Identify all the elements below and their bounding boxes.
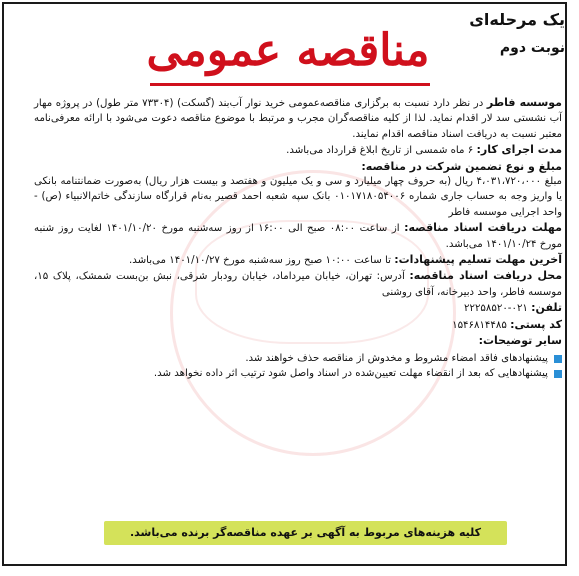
- phone-label: تلفن:: [531, 301, 562, 315]
- title-underline: [150, 83, 430, 86]
- postal-paragraph: [34, 317, 562, 333]
- address-paragraph: [34, 268, 562, 300]
- docs-text: از ساعت ۰۸:۰۰ صبح الی ۱۶:۰۰ از روز سه‌شنبه مورخ ۱۴۰۱/۱۰/۲۰ لغایت روز شنبه مورخ ۱۴۰۱/۱۰/۲۴ می‌باشد.: [34, 223, 562, 250]
- list-item: [34, 351, 562, 366]
- guarantee-text: مبلغ ۴،۰۳۱،۷۲۰،۰۰۰ ریال (به حروف چهار میلیارد و سی و یک میلیون و هفتصد و بیست هزار ریال) به‌صورت ضمانتنامه بانکی یا واریز وجه به حساب جاری شماره ۰۱۰۱۷۱۸۰۵۴۰۰۶ بانک سپه شعبه احمد قصیر به‌نام قرارگاه سازندگی خاتم‌الانبیاء (ص) - واحد اجرایی موسسه فاطر: [34, 176, 562, 218]
- postal-text: ۱۵۴۶۸۱۴۴۸۵: [452, 319, 511, 331]
- note-text: پیشنهادهایی که بعد از انقضاء مهلت تعیین‌شده در اسناد واصل شود ترتیب اثر داده نخواهد شد.: [153, 367, 548, 379]
- square-bullet-icon: [554, 355, 562, 363]
- phone-paragraph: [34, 300, 562, 316]
- address-label: محل دریافت اسناد مناقصه:: [409, 269, 563, 283]
- list-item: [34, 366, 562, 381]
- duration-paragraph: [34, 142, 562, 158]
- docs-label: مهلت دریافت اسناد مناقصه:: [404, 221, 562, 235]
- address-text: آدرس: تهران، خیابان میرداماد، خیابان رودبار شرقی، نبش بن‌بست شمشک، پلاک ۱۵، موسسه فاطر، واحد دبیرخانه، آقای روشنی: [34, 271, 562, 298]
- intro-text: در نظر دارد نسبت به برگزاری مناقصه‌عمومی خرید نوار آب‌بند (گسکت) (۷۳۳۰۴ متر طول) در پروژه مهار آب نشستی سد لار اقدام نماید. لذا از کلیه مناقصه‌گران مجرب و مرتبط با موضوع مناقصه دعوت می‌شود با ارائه معرفی‌نامه معتبر نسبت به دریافت اسناد مناقصه اقدام نمایند.: [34, 98, 562, 140]
- intro-paragraph: [34, 95, 562, 142]
- org-name: موسسه فاطر: [486, 96, 562, 109]
- duration-text: ۶ ماه شمسی از تاریخ ابلاغ قرارداد می‌باشد.: [286, 145, 477, 157]
- tender-round: نوبت دوم: [499, 40, 565, 56]
- phone-text: ۰۲۱-۲۲۲۵۸۵۲۰: [464, 303, 532, 315]
- deadline-text: تا ساعت ۱۰:۰۰ صبح روز سه‌شنبه مورخ ۱۴۰۱/۱۰/۲۷ می‌باشد.: [129, 255, 395, 267]
- square-bullet-icon: [554, 370, 562, 378]
- tender-stage: یک مرحله‌ای: [469, 10, 565, 29]
- ad-body: [34, 95, 562, 515]
- postal-label: کد پستی:: [510, 317, 562, 331]
- deadline-paragraph: [34, 252, 562, 268]
- footer-notice: کلیه هزینه‌های مربوط به آگهی بر عهده مناقصه‌گر برنده می‌باشد.: [104, 521, 507, 545]
- notes-list: [34, 351, 562, 382]
- guarantee-label: مبلغ و نوع تضمین شرکت در مناقصه:: [361, 159, 562, 173]
- deadline-label: آخرین مهلت تسلیم پیشنهادات:: [394, 253, 562, 267]
- note-text: پیشنهادهای فاقد امضاء مشروط و مخدوش از مناقصه حذف خواهند شد.: [245, 352, 548, 364]
- page-title: مناقصه عمومی: [146, 25, 430, 76]
- docs-paragraph: [34, 220, 562, 252]
- duration-label: مدت اجرای کار:: [476, 143, 562, 157]
- other-label: سایر توضیحات:: [478, 334, 562, 348]
